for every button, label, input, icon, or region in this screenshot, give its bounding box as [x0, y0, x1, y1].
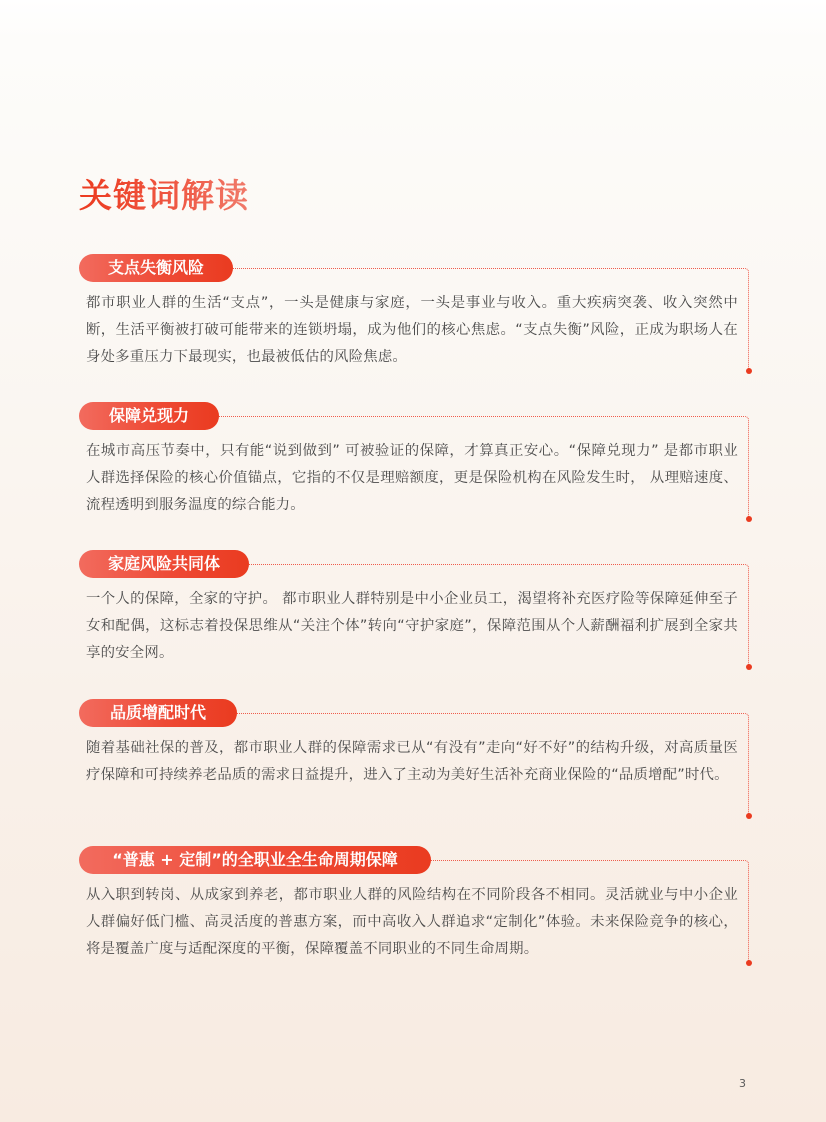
keyword-section-inclusive-custom-coverage — [79, 846, 749, 964]
keyword-section-quality-upgrade-era — [79, 699, 749, 817]
frame-end-dot — [746, 368, 752, 374]
keyword-pill: 支点失衡风险 — [79, 254, 233, 282]
keyword-description: 都市职业人群的生活“支点”，一头是健康与家庭，一头是事业与收入。重大疾病突袭、收入突然中断，生活平衡被打破可能带来的连锁坍塌，成为他们的核心焦虑。“支点失衡”风险，正成为职场人在身处多重压力下最现实，也最被低估的风险焦虑。 — [86, 295, 738, 365]
keyword-description: 从入职到转岗、从成家到养老，都市职业人群的风险结构在不同阶段各不相同。灵活就业与中小企业人群偏好低门槛、高灵活度的普惠方案，而中高收入人群追求“定制化”体验。未来保险竞争的核心，将是覆盖广度与适配深度的平衡，保障覆盖不同职业的不同生命周期。 — [86, 887, 738, 957]
keyword-pill: “普惠 + 定制”的全职业全生命周期保障 — [79, 846, 431, 874]
frame-end-dot — [746, 516, 752, 522]
frame-end-dot — [746, 960, 752, 966]
keyword-section-claim-fulfillment — [79, 402, 749, 520]
keyword-description: 在城市高压节奏中，只有能“说到做到” 可被验证的保障，才算真正安心。“保障兑现力” 是都市职业人群选择保险的核心价值锚点，它指的不仅是理赔额度，更是保险机构在风险发生时， 从理赔速度、流程透明到服务温度的综合能力。 — [86, 443, 738, 513]
keyword-section-family-risk-community — [79, 550, 749, 668]
keyword-pill: 保障兑现力 — [79, 402, 219, 430]
frame-end-dot — [746, 813, 752, 819]
keyword-description: 随着基础社保的普及，都市职业人群的保障需求已从“有没有”走向“好不好”的结构升级，对高质量医疗保障和可持续养老品质的需求日益提升，进入了主动为美好生活补充商业保险的“品质增配”时代。 — [86, 740, 738, 783]
page-title: 关键词解读 — [79, 174, 249, 218]
keyword-section-fulcrum-risk — [79, 254, 749, 372]
frame-end-dot — [746, 664, 752, 670]
page-number: 3 — [739, 1077, 746, 1090]
keyword-pill: 品质增配时代 — [79, 699, 237, 727]
keyword-description: 一个人的保障，全家的守护。 都市职业人群特别是中小企业员工，渴望将补充医疗险等保障延伸至子女和配偶，这标志着投保思维从“关注个体”转向“守护家庭”，保障范围从个人薪酬福利扩展到全家共享的安全网。 — [86, 591, 738, 661]
keyword-pill: 家庭风险共同体 — [79, 550, 249, 578]
